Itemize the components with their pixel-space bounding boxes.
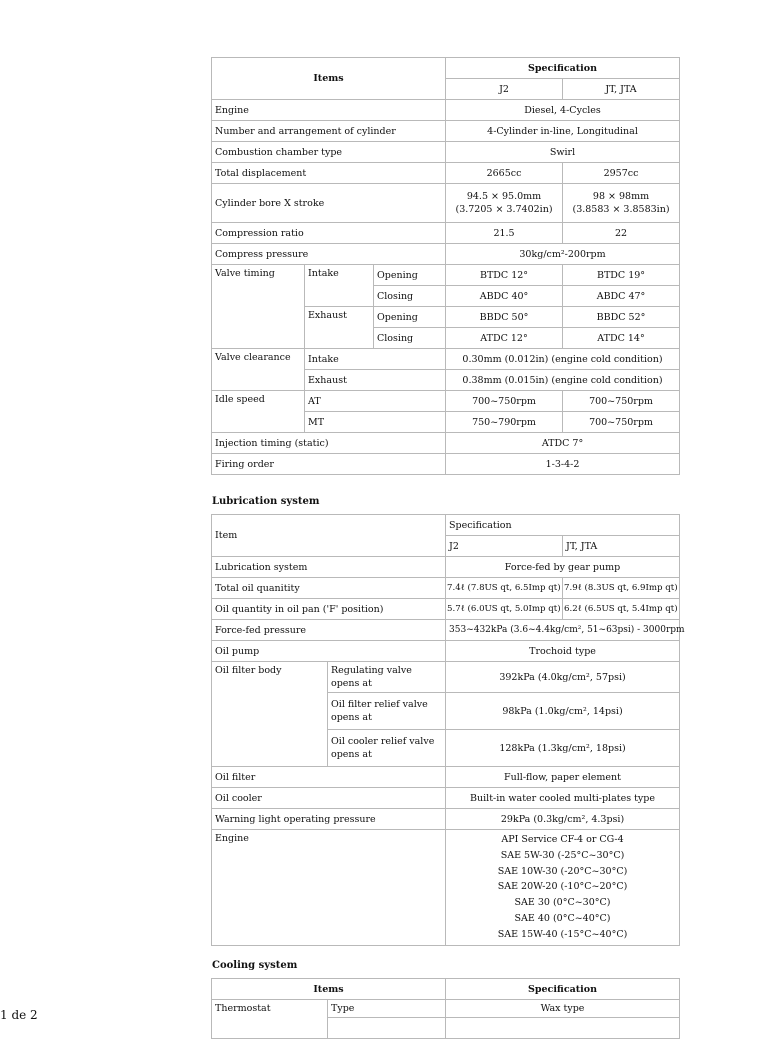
table-row xyxy=(212,788,680,809)
row-value: Swirl xyxy=(446,142,680,163)
row-label: Engine xyxy=(212,830,446,946)
list-item: SAE 5W-30 (-25°C~30°C) xyxy=(500,849,625,861)
row-label: Oil pump xyxy=(212,641,446,662)
bore-j2-line1: 94.5 × 95.0mm xyxy=(466,191,542,202)
list-item: API Service CF-4 or CG-4 xyxy=(501,834,624,845)
intake-label: Intake xyxy=(305,265,374,307)
lubrication-table xyxy=(211,514,685,946)
row-value: 353~432kPa (3.6~4.4kg/cm², 51~63psi) - 3000rpm xyxy=(446,620,680,641)
table-row xyxy=(212,641,680,662)
table-row xyxy=(212,265,680,286)
idle-speed-label: Idle speed xyxy=(212,391,305,433)
row-value-jt: BTDC 19° xyxy=(563,265,680,286)
jt-header: JT, JTA xyxy=(563,79,680,100)
list-item: SAE 15W-40 (-15°C~40°C) xyxy=(497,928,628,940)
row-sublabel: Regulating valve opens at xyxy=(328,662,446,693)
row-value-j2: BBDC 50° xyxy=(446,307,563,328)
table-row xyxy=(212,578,680,599)
row-value: Force-fed by gear pump xyxy=(446,557,680,578)
opening-label: Opening xyxy=(374,307,446,328)
table-cell xyxy=(328,1018,446,1039)
row-value-jt xyxy=(563,184,680,223)
engine-oil-list xyxy=(446,830,680,946)
type-label: Type xyxy=(328,1000,446,1018)
row-value-jt: 7.9ℓ (8.3US qt, 6.9Imp qt) xyxy=(563,578,680,599)
row-label: Number and arrangement of cylinder xyxy=(212,121,446,142)
list-item: SAE 10W-30 (-20°C~30°C) xyxy=(497,865,628,877)
row-label: Compress pressure xyxy=(212,244,446,265)
table-row xyxy=(212,100,680,121)
row-value: 128kPa (1.3kg/cm², 18psi) xyxy=(446,730,680,767)
table-row xyxy=(212,184,680,223)
row-value-jt: 700~750rpm xyxy=(563,391,680,412)
row-label: Oil cooler xyxy=(212,788,446,809)
table-row xyxy=(212,620,680,641)
row-value: 0.30mm (0.012in) (engine cold condition) xyxy=(446,349,680,370)
row-value-jt: 6.2ℓ (6.5US qt, 5.4Imp qt) xyxy=(563,599,680,620)
table-row xyxy=(212,163,680,184)
closing-label: Closing xyxy=(374,328,446,349)
row-label: Firing order xyxy=(212,454,446,475)
exhaust-label: Exhaust xyxy=(305,307,374,349)
row-value-jt: 700~750rpm xyxy=(563,412,680,433)
table-row xyxy=(212,830,680,946)
j2-header: J2 xyxy=(446,79,563,100)
row-value-j2: 7.4ℓ (7.8US qt, 6.5Imp qt) xyxy=(446,578,563,599)
row-value: Trochoid type xyxy=(446,641,680,662)
row-value: 392kPa (4.0kg/cm², 57psi) xyxy=(446,662,680,693)
engine-spec-table xyxy=(211,57,680,475)
bore-jt-line2: (3.8583 × 3.8583in) xyxy=(572,204,670,215)
thermostat-label: Thermostat xyxy=(212,1000,328,1039)
lubrication-title: Lubrication system xyxy=(212,496,320,507)
row-value-jt: 22 xyxy=(563,223,680,244)
row-value-j2: 750~790rpm xyxy=(446,412,563,433)
row-value-j2: 5.7ℓ (6.0US qt, 5.0Imp qt) xyxy=(446,599,563,620)
row-label: Warning light operating pressure xyxy=(212,809,446,830)
mt-label: MT xyxy=(305,412,446,433)
table-row xyxy=(212,809,680,830)
bore-jt-line1: 98 × 98mm xyxy=(592,191,650,202)
table-row xyxy=(212,515,680,536)
row-label: Oil quantity in oil pan ('F' position) xyxy=(212,599,446,620)
row-label: Engine xyxy=(212,100,446,121)
row-value-jt: ATDC 14° xyxy=(563,328,680,349)
type-value: Wax type xyxy=(446,1000,680,1018)
row-label: Total displacement xyxy=(212,163,446,184)
table-row xyxy=(212,767,680,788)
row-value: 4-Cylinder in-line, Longitudinal xyxy=(446,121,680,142)
row-value: 98kPa (1.0kg/cm², 14psi) xyxy=(446,693,680,730)
intake-label: Intake xyxy=(305,349,446,370)
row-label: Total oil quanitity xyxy=(212,578,446,599)
row-value: Diesel, 4-Cycles xyxy=(446,100,680,121)
opening-label: Opening xyxy=(374,265,446,286)
row-value: 1-3-4-2 xyxy=(446,454,680,475)
table-row xyxy=(212,979,680,1000)
row-value: 0.38mm (0.015in) (engine cold condition) xyxy=(446,370,680,391)
list-item: SAE 40 (0°C~40°C) xyxy=(514,912,611,924)
row-value-j2: ABDC 40° xyxy=(446,286,563,307)
row-sublabel: Oil filter relief valve opens at xyxy=(328,693,446,730)
table-row xyxy=(212,557,680,578)
row-value: 29kPa (0.3kg/cm², 4.3psi) xyxy=(446,809,680,830)
table-row xyxy=(212,433,680,454)
items-header: Items xyxy=(212,58,446,100)
table-row xyxy=(212,223,680,244)
closing-label: Closing xyxy=(374,286,446,307)
row-value-j2: BTDC 12° xyxy=(446,265,563,286)
table-row xyxy=(212,142,680,163)
at-label: AT xyxy=(305,391,446,412)
table-row xyxy=(212,1000,680,1018)
row-label: Oil filter xyxy=(212,767,446,788)
row-value-jt: 2957cc xyxy=(563,163,680,184)
table-row xyxy=(212,391,680,412)
specification-header: Specification xyxy=(446,515,680,536)
j2-header: J2 xyxy=(446,536,563,557)
row-value-j2 xyxy=(446,184,563,223)
row-value: Built-in water cooled multi-plates type xyxy=(446,788,680,809)
table-row xyxy=(212,58,680,79)
bore-j2-line2: (3.7205 × 3.7402in) xyxy=(455,204,553,215)
specification-header: Specification xyxy=(446,979,680,1000)
cooling-title: Cooling system xyxy=(212,960,298,971)
exhaust-label: Exhaust xyxy=(305,370,446,391)
list-item: SAE 30 (0°C~30°C) xyxy=(514,897,611,909)
page-number: 1 de 2 xyxy=(0,1008,38,1022)
specification-header: Specification xyxy=(446,58,680,79)
row-value-jt: ABDC 47° xyxy=(563,286,680,307)
table-row xyxy=(212,599,680,620)
jt-header: JT, JTA xyxy=(563,536,680,557)
row-value: ATDC 7° xyxy=(446,433,680,454)
row-value-j2: 700~750rpm xyxy=(446,391,563,412)
items-header: Items xyxy=(212,979,446,1000)
table-row xyxy=(212,349,680,370)
table-row xyxy=(212,454,680,475)
row-value: 30kg/cm²-200rpm xyxy=(446,244,680,265)
row-value-jt: BBDC 52° xyxy=(563,307,680,328)
table-row xyxy=(212,244,680,265)
item-header: Item xyxy=(212,515,446,557)
valve-clearance-label: Valve clearance xyxy=(212,349,305,391)
oil-filter-body-label: Oil filter body xyxy=(212,662,328,767)
row-value-j2: ATDC 12° xyxy=(446,328,563,349)
row-value-j2: 2665cc xyxy=(446,163,563,184)
valve-timing-label: Valve timing xyxy=(212,265,305,349)
row-value: Full-flow, paper element xyxy=(446,767,680,788)
row-label: Injection timing (static) xyxy=(212,433,446,454)
row-label: Lubrication system xyxy=(212,557,446,578)
cooling-table xyxy=(211,978,680,1039)
row-label: Combustion chamber type xyxy=(212,142,446,163)
row-value-j2: 21.5 xyxy=(446,223,563,244)
list-item: SAE 20W-20 (-10°C~20°C) xyxy=(497,881,628,893)
row-label: Compression ratio xyxy=(212,223,446,244)
table-cell xyxy=(446,1018,680,1039)
table-row xyxy=(212,121,680,142)
row-sublabel: Oil cooler relief valve opens at xyxy=(328,730,446,767)
row-label: Force-fed pressure xyxy=(212,620,446,641)
row-label: Cylinder bore X stroke xyxy=(212,184,446,223)
table-row xyxy=(212,662,680,693)
